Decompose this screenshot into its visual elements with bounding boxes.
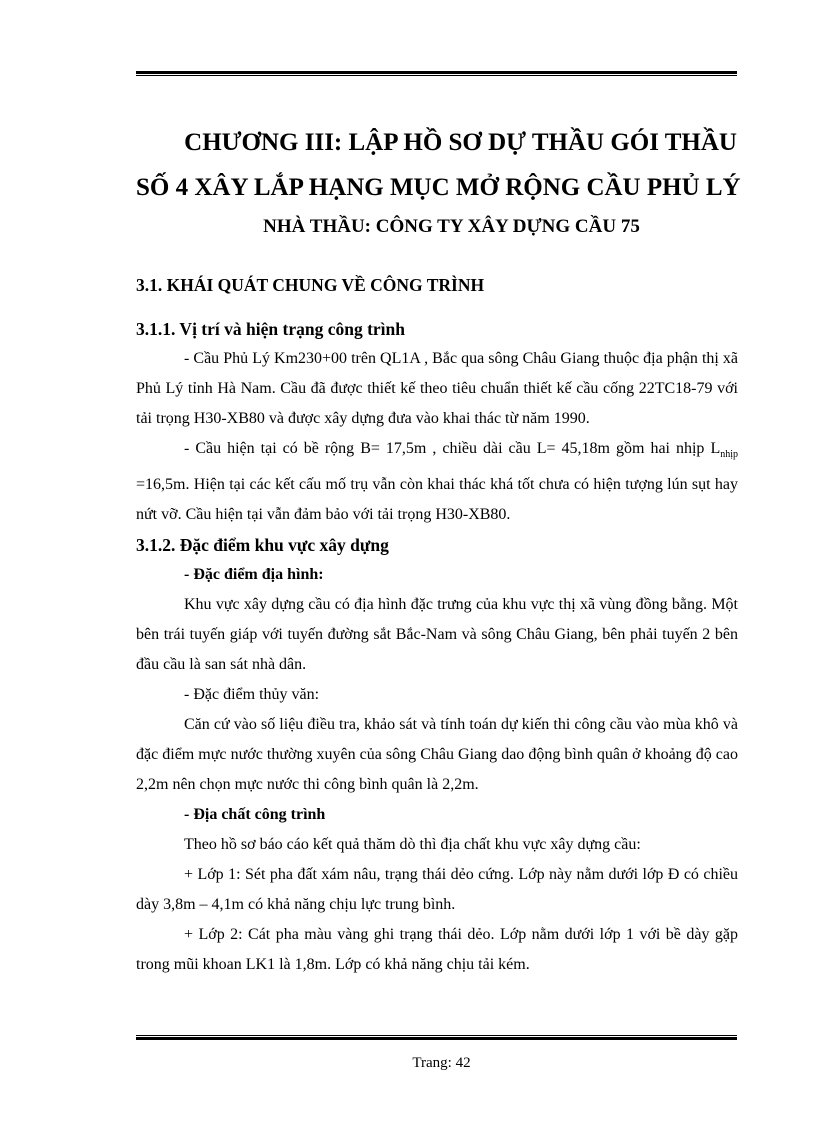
paragraph-layer-2: + Lớp 2: Cát pha màu vàng ghi trạng thái dẻo. Lớp nằm dưới lớp 1 với bề dày gặp trong mũi khoan LK1 là 1,8m. Lớp có khả năng chịu tải kém. xyxy=(136,926,738,973)
section-heading-3-1-2: 3.1.2. Đặc điểm khu vực xây dựng xyxy=(136,535,389,555)
paragraph-location: - Cầu Phủ Lý Km230+00 trên QL1A , Bắc qua sông Châu Giang thuộc địa phận thị xã Phủ Lý tỉnh Hà Nam. Cầu đã được thiết kế theo tiêu chuẩn thiết kế cầu cống 22TC18-79 với tải trọng H30-XB80 và được xây dựng đưa vào khai thác từ năm 1990. xyxy=(136,350,738,427)
label-terrain: - Đặc điểm địa hình: xyxy=(184,566,324,583)
document-body xyxy=(136,270,738,980)
label-hydrology: - Đặc điểm thủy văn: xyxy=(184,686,320,703)
header-rule xyxy=(136,71,737,76)
chapter-subtitle: NHÀ THẦU: CÔNG TY XÂY DỰNG CẦU 75 xyxy=(263,216,640,237)
paragraph-layer-1: + Lớp 1: Sét pha đất xám nâu, trạng thái dẻo cứng. Lớp này nằm dưới lớp Đ có chiều dày 3,8m – 4,1m có khả năng chịu lực trung bình. xyxy=(136,866,738,913)
paragraph-hydrology: Căn cứ vào số liệu điều tra, khảo sát và tính toán dự kiến thi công cầu vào mùa khô và đặc điểm mực nước thường xuyên của sông Châu Giang dao động bình quân ở khoảng độ cao 2,2m nên chọn mực nước thi công bình quân là 2,2m. xyxy=(136,716,738,793)
page-number: Trang: 42 xyxy=(412,1055,471,1071)
footer-rule xyxy=(136,1035,737,1040)
section-heading-3-1: 3.1. KHÁI QUÁT CHUNG VỀ CÔNG TRÌNH xyxy=(136,275,485,295)
chapter-title-line-1: CHƯƠNG III: LẬP HỒ SƠ DỰ THẦU GÓI THẦU xyxy=(184,129,737,156)
section-heading-3-1-1: 3.1.1. Vị trí và hiện trạng công trình xyxy=(136,319,405,339)
paragraph-terrain: Khu vực xây dựng cầu có địa hình đặc trưng của khu vực thị xã vùng đồng bằng. Một bên trái tuyến giáp với tuyến đường sắt Bắc-Nam và sông Châu Giang, bên phải tuyến 2 bên đầu cầu là san sát nhà dân. xyxy=(136,596,738,673)
paragraph-current-state: - Cầu hiện tại có bề rộng B= 17,5m , chiều dài cầu L= 45,18m gồm hai nhịp $L_{nhịp} =16,5m$. Hiện tại các kết cấu mố trụ vẫn còn khai thác khá tốt chưa có hiện tượng lún sụt hay nứt vỡ. Cầu hiện tại vẫn đảm bảo với tải trọng H30-XB80. xyxy=(136,440,738,523)
chapter-title-line-2: SỐ 4 XÂY LẮP HẠNG MỤC MỞ RỘNG CẦU PHỦ LÝ xyxy=(136,174,741,201)
subscript-nhip: nhịp xyxy=(720,449,738,460)
paragraph-geology-intro: Theo hồ sơ báo cáo kết quả thăm dò thì địa chất khu vực xây dựng cầu: xyxy=(184,836,641,853)
label-geology: - Địa chất công trình xyxy=(184,806,326,823)
